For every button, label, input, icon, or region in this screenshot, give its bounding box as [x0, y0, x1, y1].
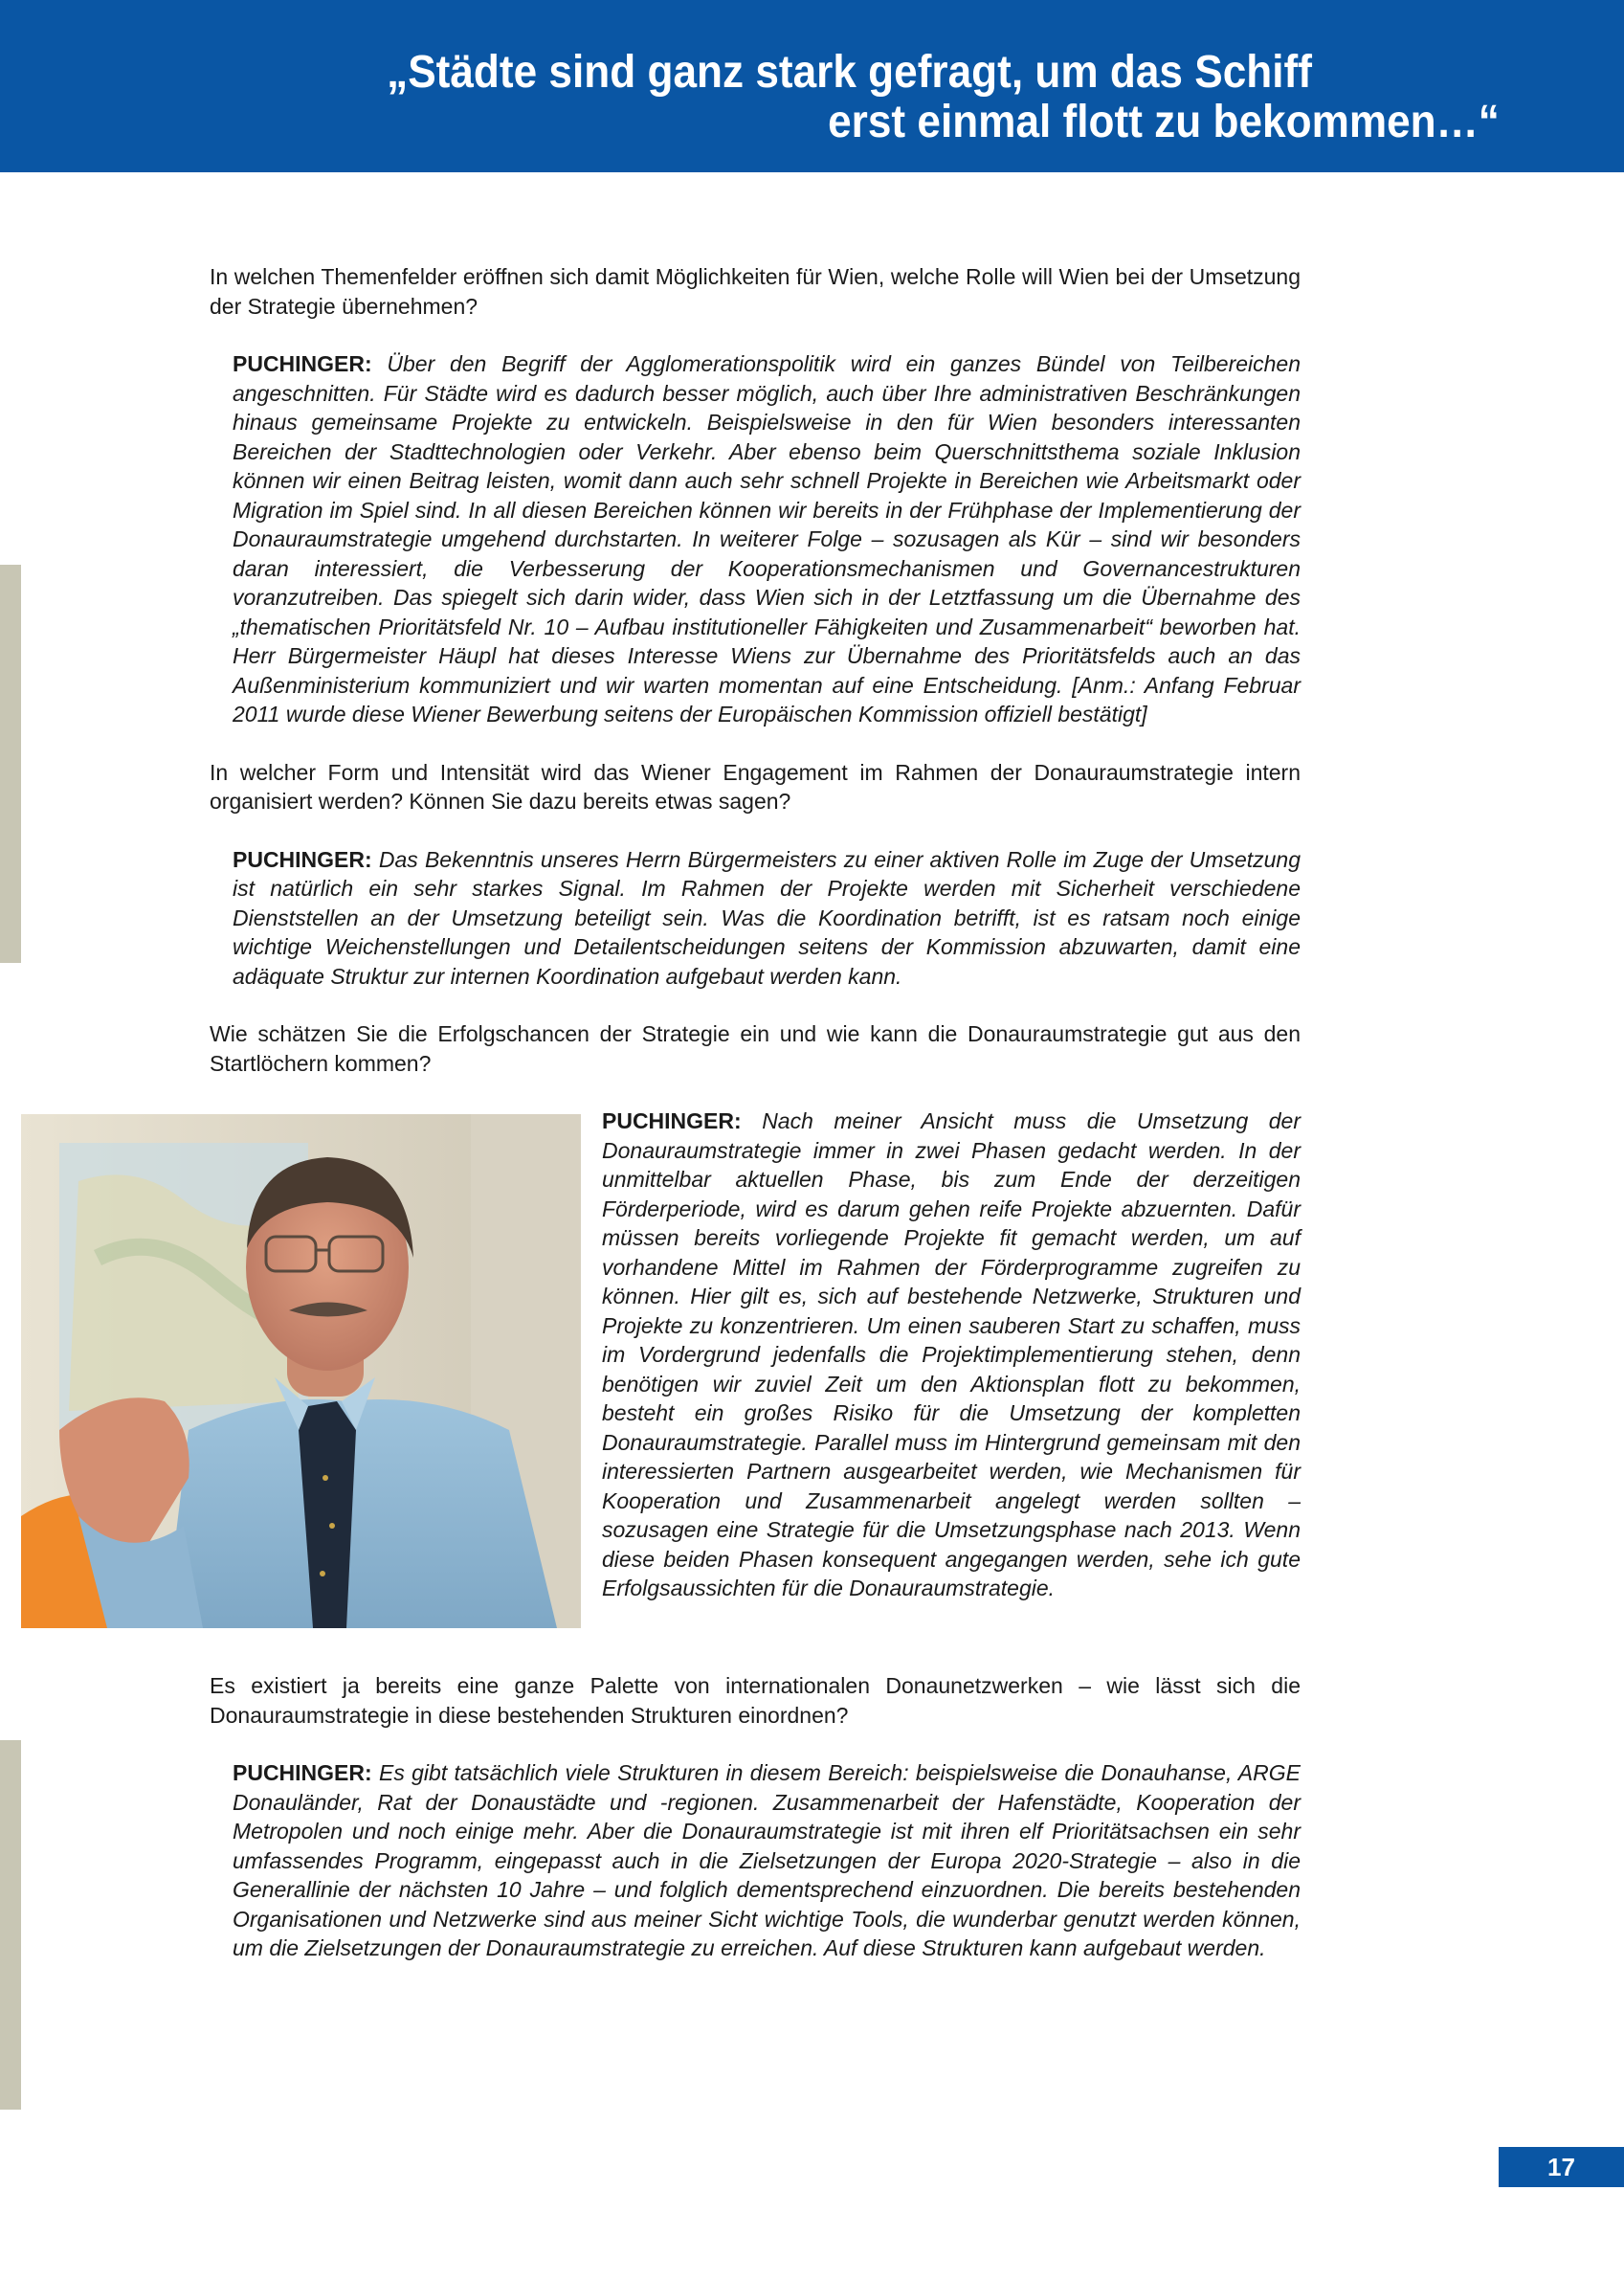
page-number: 17: [1499, 2147, 1624, 2187]
answer-2: [233, 845, 1301, 992]
speaker-label: PUCHINGER:: [233, 846, 372, 872]
article-body: [210, 262, 1301, 1992]
question-3: Wie schätzen Sie die Erfolgschancen der Strategie ein und wie kann die Donauraumstrategie gut aus den Startlöchern kommen?: [210, 1021, 1301, 1076]
title-line-1: „Städte sind ganz stark gefragt, um das Schiff: [387, 47, 1313, 98]
portrait-photo: [21, 1114, 581, 1628]
answer-4-text: Es gibt tatsächlich viele Strukturen in diesem Bereich: beispielsweise die Donauhanse, ARGE Donauländer, Rat der Donaustädte und -regionen. Zusammenarbeit der Hafenstädte, Kooperation der Metropolen und noch einige mehr. Aber die Donauraumstrategie ist mit ihren elf Prioritätsachsen ein sehr umfassendes Programm, eingepasst auch in die Zielsetzungen der Europa 2020-Strategie – also in die Generallinie der nächsten 10 Jahre – und folglich dementsprechend einzuordnen. Die bereits bestehenden Organisationen und Netzwerke sind aus meiner Sicht wichtige Tools, die wunderbar genutzt werden können, um die Zielsetzungen der Donauraumstrategie zu erreichen. Auf diese Strukturen kann aufgebaut werden.: [233, 1760, 1301, 1960]
question-1: In welchen Themenfelder eröffnen sich damit Möglichkeiten für Wien, welche Rolle will Wien bei der Umsetzung der Strategie übernehmen?: [210, 264, 1301, 319]
answer-4: [233, 1758, 1301, 1963]
side-photo-strip-top: [0, 565, 21, 963]
question-2: In welcher Form und Intensität wird das Wiener Engagement im Rahmen der Donauraumstrategie intern organisiert werden? Können Sie dazu bereits etwas sagen?: [210, 759, 1301, 814]
question-4: Es existiert ja bereits eine ganze Palette von internationalen Donaunetzwerken – wie lässt sich die Donauraumstrategie in diese bestehenden Strukturen einordnen?: [210, 1673, 1301, 1728]
speaker-label: PUCHINGER:: [233, 1760, 372, 1785]
portrait-illustration: [21, 1114, 581, 1628]
page-title: [387, 48, 1500, 147]
title-line-2: erst einmal flott zu bekommen…“: [828, 97, 1500, 147]
speaker-label: PUCHINGER:: [602, 1108, 742, 1133]
answer-1-text: Über den Begriff der Agglomerationspolitik wird ein ganzes Bündel von Teilbereichen angeschnitten. Für Städte wird es dadurch besser möglich, auch über Ihre administrativen Beschränkungen hinaus gemeinsame Projekte zu entwickeln. Beispielsweise in den für Wien besonders interessanten Bereichen der Stadttechnologien oder Verkehr. Aber ebenso beim Querschnittsthema soziale Inklusion können wir einen Beitrag leisten, womit dann auch sehr schnell Projekte in Bereichen wie Arbeitsmarkt oder Migration im Spiel sind. In all diesen Bereichen können wir bereits in der Frühphase der Implementierung der Donauraumstrategie umgehend durchstarten. In weiterer Folge – sozusagen als Kür – sind wir besonders daran interessiert, die Verbesserung der Kooperationsmechanismen und Governancestrukturen voranzutreiben. Das spiegelt sich darin wider, dass Wien sich in der Letztfassung um die Übernahme des „thematischen Prioritätsfeld Nr. 10 – Aufbau institutioneller Fähigkeiten und Zusammenarbeit“ beworben hat. Herr Bürgermeister Häupl hat dieses Interesse Wiens zur Übernahme des Prioritätsfelds auch an das Außenministerium kommuniziert und wir warten momentan auf eine Entscheidung. [Anm.: Anfang Februar 2011 wurde diese Wiener Bewerbung seitens der Europäischen Kommission offiziell bestätigt]: [233, 351, 1301, 726]
answer-2-text: Das Bekenntnis unseres Herrn Bürgermeisters zu einer aktiven Rolle im Zuge der Umsetzung ist natürlich ein sehr starkes Signal. Im Rahmen der Projekte werden mit Sicherheit verschiedene Dienststellen an der Umsetzung beteiligt sein. Was die Koordination betrifft, ist es ratsam noch einige wichtige Weichenstellungen und Detailentscheidungen seitens der Kommission abzuwarten, damit eine adäquate Struktur zur internen Koordination aufgebaut werden kann.: [233, 846, 1301, 989]
answer-3-text: Nach meiner Ansicht muss die Umsetzung der Donauraumstrategie immer in zwei Phasen gedacht werden. In der unmittelbar aktuellen Phase, bis zum Ende der derzeitigen Förderperiode, wird es darum gehen reife Projekte abzuernten. Dafür müssen bereits vorliegende Projekte fit gemacht werden, um auf vorhandene Mittel im Rahmen der Förderprogramme zugreifen zu können. Hier gilt es, sich auf bestehende Netzwerke, Strukturen und Projekte zu konzentrieren. Um einen sauberen Start zu schaffen, muss im Vordergrund jedenfalls die Projektimplementierung stehen, denn benötigen wir zuviel Zeit um den Aktionsplan flott zu bekommen, besteht ein großes Risiko für die Umsetzung der kompletten Donauraumstrategie. Parallel muss im Hintergrund gemeinsam mit den interessierten Partnern ausgearbeitet werden, wie Mechanismen für Kooperation und Zusammenarbeit angelegt werden sollten – sozusagen eine Strategie für die Umsetzungsphase nach 2013. Wenn diese beiden Phasen konsequent angegangen werden, sehe ich gute Erfolgsaussichten für die Donauraumstrategie.: [602, 1108, 1301, 1600]
speaker-label: PUCHINGER:: [233, 351, 372, 376]
header-banner: [0, 0, 1624, 172]
side-photo-strip-bottom: [0, 1740, 21, 2110]
answer-1: [233, 349, 1301, 729]
photo-answer-block: [21, 1106, 1301, 1643]
answer-3: [602, 1106, 1301, 1603]
